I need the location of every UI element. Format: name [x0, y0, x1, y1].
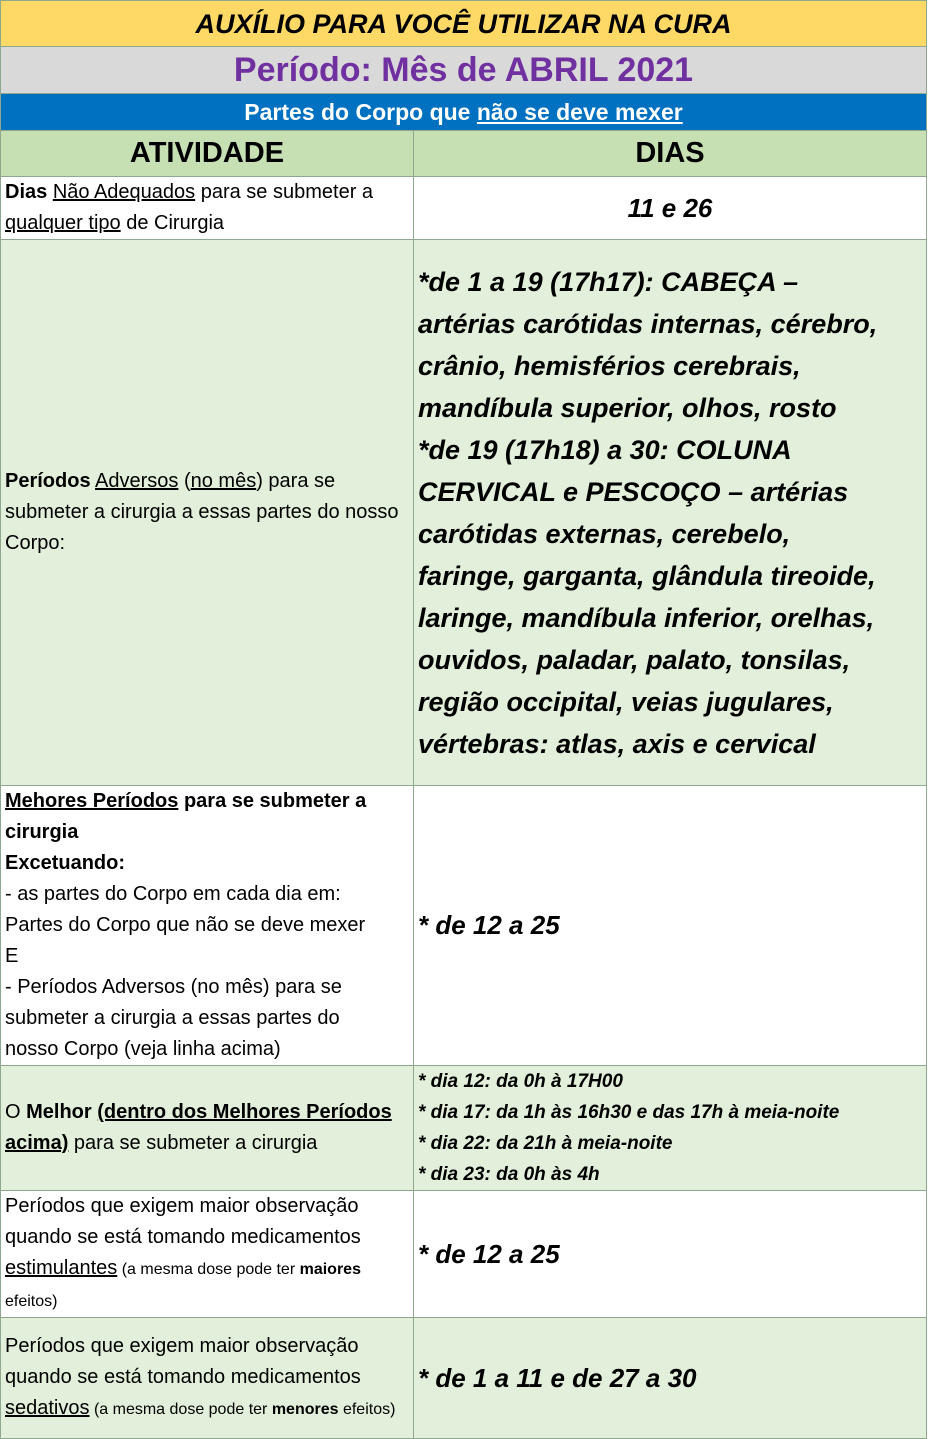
table-row — [1, 1318, 927, 1439]
row-days-adverse-periods: *de 1 a 19 (17h17): CABEÇA – artérias carótidas internas, cérebro, crânio, hemisférios cerebrais, mandíbula superior, olhos, rosto *de 19 (17h18) a 30: COLUNA CERVICAL e PESCOÇO – artérias carótidas externas, cerebelo, faringe, garganta, glândula tireoide, laringe, mandíbula inferior, orelhas, ouvidos, paladar, palato, tonsilas, região occipital, veias jugulares, vértebras: atlas, axis e cervical — [414, 240, 927, 786]
table-row — [1, 1191, 927, 1318]
row-activity-adverse-periods: Períodos Adversos (no mês) para se submeter a cirurgia a essas partes do nosso Corpo: — [1, 240, 414, 786]
table-row — [1, 786, 927, 1066]
table-row — [1, 1066, 927, 1191]
row-days-sedatives: * de 1 a 11 e de 27 a 30 — [414, 1318, 927, 1439]
row-days-best-periods: * de 12 a 25 — [414, 786, 927, 1066]
row-days-best-moment: * dia 12: da 0h à 17H00 * dia 17: da 1h às 16h30 e das 17h à meia-noite * dia 22: da 21h à meia-noite * dia 23: da 0h às 4h — [414, 1066, 927, 1191]
row-days-stimulants: * de 12 a 25 — [414, 1191, 927, 1318]
column-header-days: DIAS — [414, 131, 927, 177]
period-title: Período: Mês de ABRIL 2021 — [0, 46, 927, 93]
row-activity-sedatives: Períodos que exigem maior observação quando se está tomando medicamentos sedativos (a mesma dose pode ter menores efeitos) — [1, 1318, 414, 1439]
row-days-surgery-unsuitable: 11 e 26 — [414, 177, 927, 240]
row-activity-surgery-unsuitable: Dias Não Adequados para se submeter a qualquer tipo de Cirurgia — [1, 177, 414, 240]
table-header-row — [1, 131, 927, 177]
row-activity-stimulants: Períodos que exigem maior observação quando se está tomando medicamentos estimulantes (a mesma dose pode ter maiores efeitos) — [1, 1191, 414, 1318]
schedule-table — [0, 130, 927, 1439]
table-row — [1, 240, 927, 786]
subtitle-prefix: Partes do Corpo que — [244, 99, 477, 125]
main-title: AUXÍLIO PARA VOCÊ UTILIZAR NA CURA — [0, 0, 927, 46]
row-activity-best-moment: O Melhor (dentro dos Melhores Períodos acima) para se submeter a cirurgia — [1, 1066, 414, 1191]
subtitle-underlined: não se deve mexer — [476, 99, 683, 125]
row-activity-best-periods: Mehores Períodos para se submeter a cirurgia Excetuando: - as partes do Corpo em cada dia em: Partes do Corpo que não se deve mexer E - Períodos Adversos (no mês) para se submeter a cirurgia a essas partes do nosso Corpo (veja linha acima) — [1, 786, 414, 1066]
subtitle — [0, 93, 927, 130]
table-row — [1, 177, 927, 240]
column-header-activity: ATIVIDADE — [1, 131, 414, 177]
